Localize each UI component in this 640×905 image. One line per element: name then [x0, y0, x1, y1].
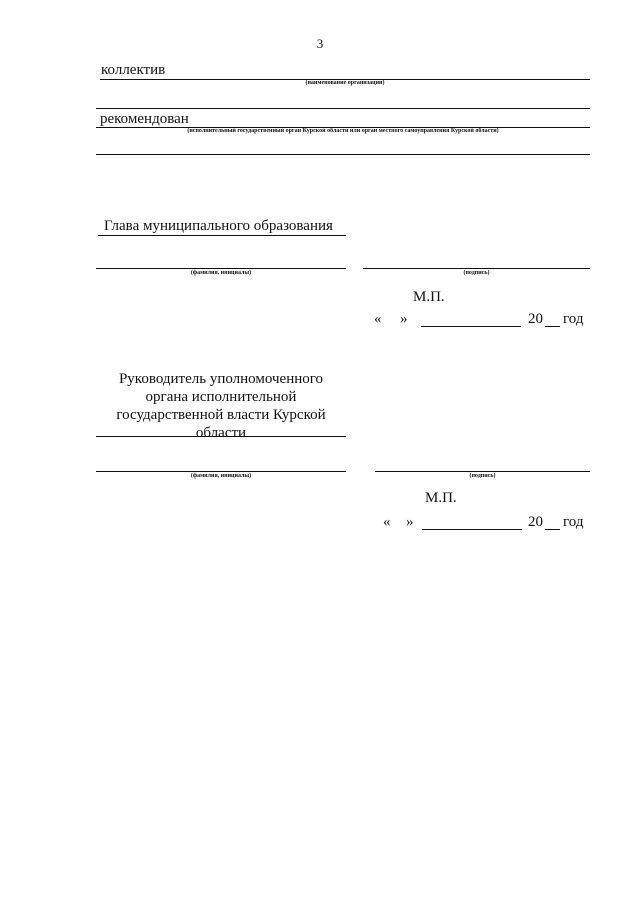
- municipal-head-stamp-label: М.П.: [413, 289, 445, 305]
- municipal-head-year-line: [545, 326, 560, 327]
- organization-name-caption: (наименование организации): [305, 80, 385, 86]
- recommended-label: рекомендован: [100, 111, 189, 127]
- collective-label: коллектив: [101, 62, 166, 78]
- municipal-head-name-caption: (фамилия, инициалы): [190, 270, 252, 276]
- authority-head-title-line-3: государственной власти Курской: [116, 407, 326, 423]
- authority-head-year-line: [545, 529, 560, 530]
- authority-head-title: [96, 370, 346, 442]
- municipal-head-signature-caption: (подпись): [463, 270, 490, 276]
- authority-head-quote-close: »: [406, 514, 414, 530]
- authority-head-name-line: [96, 471, 346, 472]
- authority-head-title-line-4: области: [195, 425, 247, 441]
- authority-head-month-line: [422, 529, 522, 530]
- authority-head-signature-caption: (подпись): [469, 473, 496, 479]
- municipal-head-quote-open: «: [374, 311, 382, 327]
- municipal-head-title: Глава муниципального образования: [104, 218, 333, 234]
- municipal-head-month-line: [421, 326, 521, 327]
- municipal-head-quote-close: »: [400, 311, 408, 327]
- municipal-head-year-suffix: год: [563, 311, 584, 327]
- municipal-head-year-prefix: 20: [528, 311, 543, 327]
- authority-head-title-line-1: Руководитель уполномоченного: [118, 371, 324, 387]
- page-number: 3: [316, 36, 324, 51]
- authority-head-title-underline: [96, 436, 346, 437]
- authority-head-year-prefix: 20: [528, 514, 543, 530]
- municipal-head-signature-line: [363, 268, 590, 269]
- authority-head-title-line-2: органа исполнительной: [145, 389, 297, 405]
- authority-head-stamp-label: М.П.: [425, 490, 457, 506]
- recommending-body-line-2: [96, 154, 590, 155]
- municipal-head-name-line: [96, 268, 346, 269]
- authority-head-quote-open: «: [383, 514, 391, 530]
- municipal-head-title-underline: [98, 235, 346, 236]
- authority-head-name-caption: (фамилия, инициалы): [190, 473, 252, 479]
- organization-name-line-2: [96, 108, 590, 109]
- authority-head-signature-line: [375, 471, 590, 472]
- recommending-body-caption: (исполнительный государственный орган Курской области или орган местного самоуправления Курской области): [187, 128, 499, 134]
- authority-head-year-suffix: год: [563, 514, 584, 530]
